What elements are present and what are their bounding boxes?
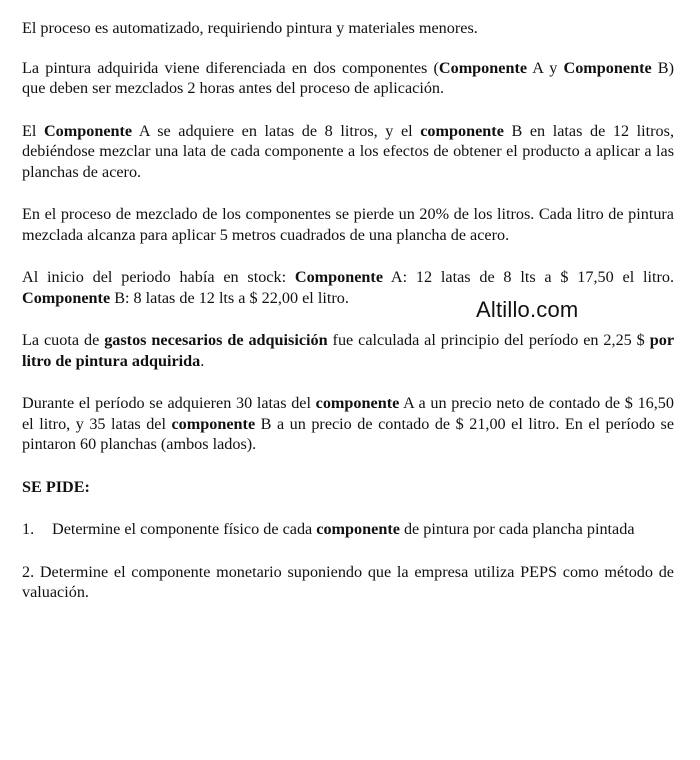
question-number: 1.: [22, 520, 35, 538]
bold-run: Componente: [294, 268, 384, 286]
paragraph-cans: [22, 121, 674, 183]
text-run: B: 8 latas de 12 lts a $ 22,00 el litro.: [110, 288, 349, 307]
paragraph-paint-components: [22, 58, 674, 99]
text-run: A: 12 latas de 8 lts a $ 17,50 el litro.: [383, 268, 675, 286]
text-run: de pintura por cada plancha pintada: [399, 520, 635, 538]
paragraph-mixing-loss: En el proceso de mezclado de los componentes se pierde un 20% de los litros. Cada litro de pintura mezclada alcanza para aplicar 5 metros cuadrados de una plancha de acero.: [22, 205, 674, 244]
text-run: Durante el período se adquieren 30 latas del: [22, 394, 316, 412]
bold-run: componente: [420, 121, 504, 140]
text-run: A a un precio neto de contado de $ 16,50 el litro, y 35 latas del: [22, 394, 674, 433]
text-run: B en latas de 12 litros, debiéndose mezclar una lata de cada componente a los efectos de obtener el producto a aplicar a las planchas de acero.: [22, 121, 674, 181]
bold-run: Componente: [22, 288, 111, 307]
question-text: [52, 519, 674, 540]
question-item-2: 2. Determine el componente monetario suponiendo que la empresa utiliza PEPS como método de valuación.: [22, 562, 674, 601]
text-run: Determine el componente físico de cada: [52, 520, 317, 538]
text-run: A y: [527, 58, 564, 77]
question-item-1: [22, 519, 674, 540]
text-run: Al inicio del periodo había en stock:: [22, 268, 295, 286]
section-heading: [22, 477, 674, 498]
paragraph-acquisition-costs: [22, 330, 674, 371]
bold-run: Componente: [438, 58, 528, 77]
watermark: Altillo.com: [476, 297, 579, 322]
bold-run: Componente: [563, 58, 652, 77]
bold-run: por litro de pintura adquirida: [22, 331, 674, 370]
bold-run: componente: [171, 414, 256, 433]
bold-run: gastos necesarios de adquisición: [104, 331, 328, 349]
paragraph-period-purchases: [22, 393, 674, 455]
text-run: La cuota de: [22, 331, 105, 349]
text-run: fue calculada al principio del período en 2,25 $: [327, 331, 650, 349]
bold-run: componente: [315, 394, 400, 412]
text-run: B) que deben ser mezclados 2 horas antes del proceso de aplicación.: [22, 58, 674, 97]
text-run: El: [22, 121, 44, 140]
bold-run: Componente: [43, 121, 133, 140]
bold-run: componente: [316, 520, 400, 538]
paragraph-process: El proceso es automatizado, requiriendo pintura y materiales menores.: [22, 19, 478, 37]
text-run: A se adquiere en latas de 8 litros, y el: [132, 121, 421, 140]
text-run: B a un precio de contado de $ 21,00 el litro. En el período se pintaron 60 planchas (ambos lados).: [22, 414, 675, 453]
text-run: .: [200, 351, 205, 370]
heading-text: SE PIDE:: [22, 477, 90, 496]
text-run: La pintura adquirida viene diferenciada en dos componentes (: [22, 58, 439, 77]
